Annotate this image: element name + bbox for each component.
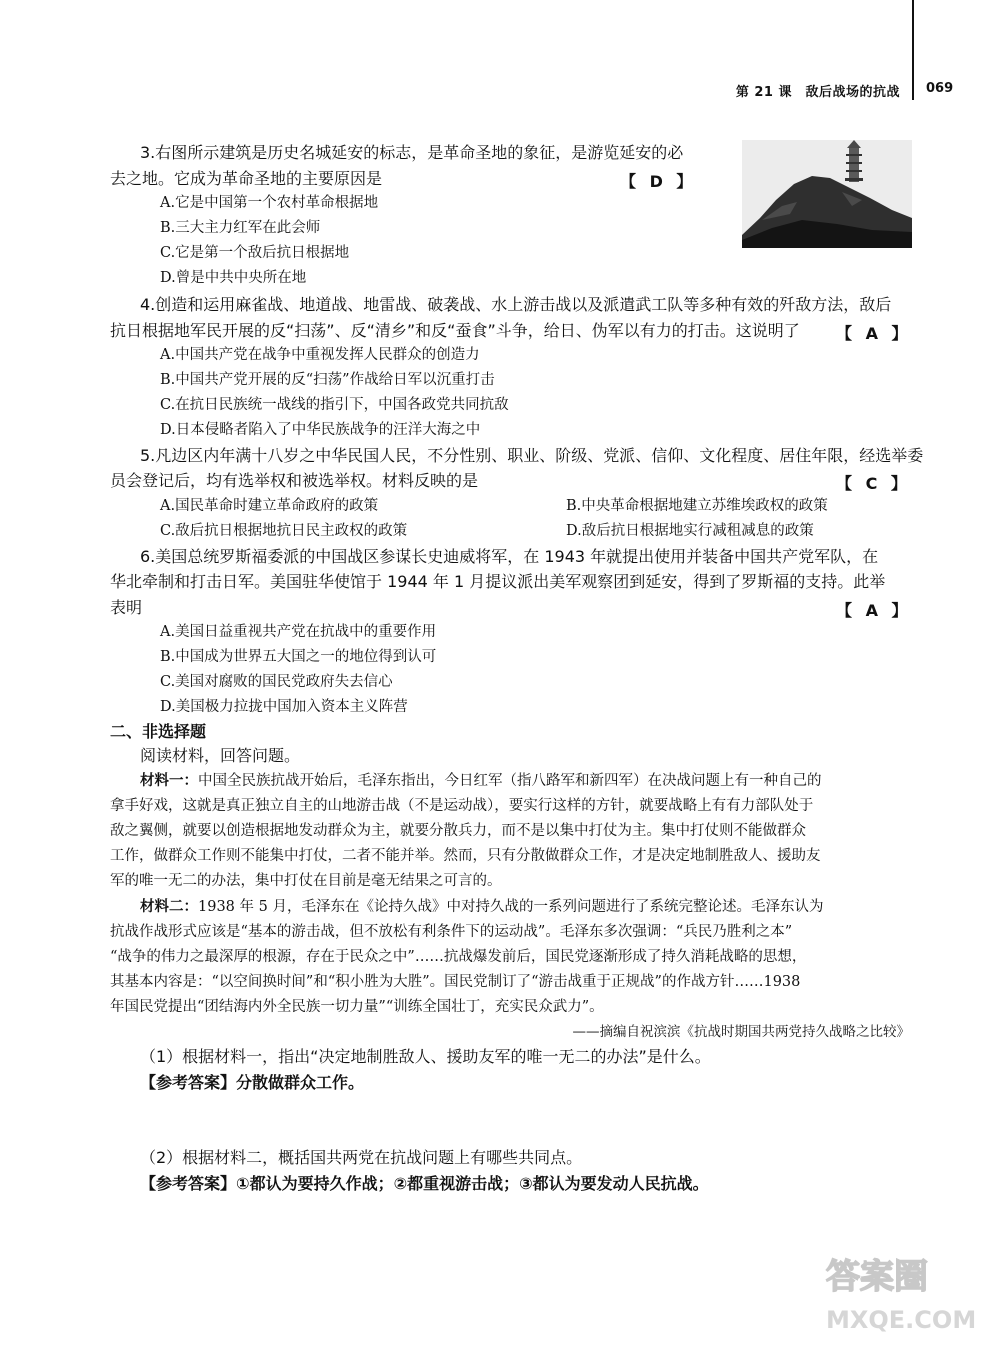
q6-answer: 【 A 】 bbox=[836, 601, 912, 620]
watermark-bottom: MXQE.COM bbox=[826, 1306, 977, 1334]
q5-option-d: D.敌后抗日根据地实行减租减息的政策 bbox=[566, 523, 814, 539]
q3-stem-line-1: 3.右图所示建筑是历史名城延安的标志，是革命圣地的象征，是游览延安的必 bbox=[140, 143, 684, 162]
q6-stem-line-3: 表明 bbox=[110, 598, 143, 617]
q6-stem-line-2: 华北牵制和打击日军。美国驻华使馆于 1944 年 1 月提议派出美军观察团到延安，得到了罗斯福的支持。此举 bbox=[110, 572, 886, 591]
lesson-title: 第 21 课 敌后战场的抗战 bbox=[735, 85, 900, 100]
material-two-line-4: 其基本内容是：“以空间换时间”和“积小胜为大胜”。国民党制订了“游击战重于正规战”的作战方针……1938 bbox=[110, 974, 801, 990]
q6-option-d: D.美国极力拉拢中国加入资本主义阵营 bbox=[160, 699, 408, 715]
material-two-line-5: 年国民党提出“团结海内外全民族一切力量”“训练全国壮丁，充实民众武力”。 bbox=[110, 999, 604, 1015]
q6-stem-line-1: 6.美国总统罗斯福委派的中国战区参谋长史迪威将军，在 1943 年就提出使用并装备中国共产党军队，在 bbox=[140, 547, 879, 566]
q6-option-a: A.美国日益重视共产党在抗战中的重要作用 bbox=[160, 624, 437, 640]
answer-2: 【参考答案】①都认为要持久作战；②都重视游击战；③都认为要发动人民抗战。 bbox=[140, 1174, 709, 1193]
material-one-label: 材料一： bbox=[140, 772, 198, 789]
answer-1: 【参考答案】分散做群众工作。 bbox=[140, 1073, 365, 1092]
q4-option-c: C.在抗日民族统一战线的指引下，中国各政党共同抗敌 bbox=[160, 397, 509, 413]
q3-stem-line-2: 去之地。它成为革命圣地的主要原因是 bbox=[110, 169, 383, 188]
sub-question-1: （1）根据材料一，指出“决定地制胜敌人、援助友军的唯一无二的办法”是什么。 bbox=[140, 1047, 711, 1066]
material-two-line-3: “战争的伟力之最深厚的根源，存在于民众之中”……抗战爆发前后，国民党逐渐形成了持久消耗战略的思想， bbox=[110, 949, 807, 965]
q6-option-c: C.美国对腐败的国民党政府失去信心 bbox=[160, 674, 393, 690]
answer-1-label: 【参考答案】 bbox=[140, 1073, 237, 1092]
q4-option-d: D.日本侵略者陷入了中华民族战争的汪洋大海之中 bbox=[160, 422, 481, 438]
q3-option-c: C.它是第一个敌后抗日根据地 bbox=[160, 245, 350, 261]
material-one-line-3: 敌之翼侧，就要以创造根据地发动群众为主，就要分散兵力，而不是以集中打仗为主。集中打仗则不能做群众 bbox=[110, 823, 806, 839]
site-watermark bbox=[820, 1248, 980, 1338]
material-one-line-4: 工作，做群众工作则不能集中打仗，二者不能并举。然而，只有分散做群众工作，才是决定地制胜敌人、援助友 bbox=[110, 848, 821, 864]
q3-answer: 【 D 】 bbox=[620, 172, 697, 191]
q4-answer: 【 A 】 bbox=[836, 324, 912, 343]
material-source: ——摘编自祝滨滨《抗战时期国共两党持久战略之比较》 bbox=[572, 1024, 910, 1040]
page-number: 069 bbox=[926, 81, 954, 96]
q4-stem-line-2: 抗日根据地军民开展的反“扫荡”、反“清乡”和反“蚕食”斗争，给日、伪军以有力的打击。这说明了 bbox=[110, 321, 800, 340]
q4-stem-line-1: 4.创造和运用麻雀战、地道战、地雷战、破袭战、水上游击战以及派遣武工队等多种有效的歼敌方法，敌后 bbox=[140, 295, 892, 314]
material-one-line-1: 材料一：中国全民族抗战开始后，毛泽东指出，今日红军（指八路军和新四军）在决战问题上有一种自己的 bbox=[140, 772, 822, 789]
q3-option-d: D.曾是中共中央所在地 bbox=[160, 270, 307, 286]
material-two-line-1: 材料二：1938 年 5 月，毛泽东在《论持久战》中对持久战的一系列问题进行了系统完整论述。毛泽东认为 bbox=[140, 898, 824, 915]
material-two-label: 材料二： bbox=[140, 898, 198, 915]
material-one-line-2: 拿手好戏，这就是真正独立自主的山地游击战（不是运动战），要实行这样的方针，就要战略上有有力部队处于 bbox=[110, 798, 814, 814]
material-one-line-5: 军的唯一无二的办法，集中打仗在目前是毫无结果之可言的。 bbox=[110, 873, 502, 889]
material-two-line-2: 抗战作战形式应该是“基本的游击战，但不放松有利条件下的运动战”。毛泽东多次强调：“兵民乃胜利之本” bbox=[110, 924, 793, 940]
watermark-top: 答案圈 bbox=[826, 1257, 928, 1297]
answer-2-label: 【参考答案】 bbox=[140, 1174, 237, 1193]
q4-option-b: B.中国共产党开展的反“扫荡”作战给日军以沉重打击 bbox=[160, 372, 495, 388]
q6-option-b: B.中国成为世界五大国之一的地位得到认可 bbox=[160, 649, 437, 665]
q5-stem-line-2: 员会登记后，均有选举权和被选举权。材料反映的是 bbox=[110, 471, 479, 490]
sub-question-2: （2）根据材料二，概括国共两党在抗战问题上有哪些共同点。 bbox=[140, 1148, 583, 1167]
section-title: 二、非选择题 bbox=[110, 722, 207, 741]
q3-option-a: A.它是中国第一个农村革命根据地 bbox=[160, 195, 379, 211]
q5-option-c: C.敌后抗日根据地抗日民主政权的政策 bbox=[160, 523, 408, 539]
q4-option-a: A.中国共产党在战争中重视发挥人民群众的创造力 bbox=[160, 347, 480, 363]
q5-option-b: B.中央革命根据地建立苏维埃政权的政策 bbox=[566, 498, 828, 514]
yanan-pagoda-photo bbox=[742, 140, 912, 248]
header-divider bbox=[912, 0, 914, 100]
q5-answer: 【 C 】 bbox=[836, 474, 911, 493]
q3-option-b: B.三大主力红军在此会师 bbox=[160, 220, 321, 236]
q5-stem-line-1: 5.凡边区内年满十八岁之中华民国人民，不分性别、职业、阶级、党派、信仰、文化程度、居住年限，经选举委 bbox=[140, 446, 924, 465]
section-intro: 阅读材料，回答问题。 bbox=[140, 746, 301, 765]
q5-option-a: A.国民革命时建立革命政府的政策 bbox=[160, 498, 379, 514]
